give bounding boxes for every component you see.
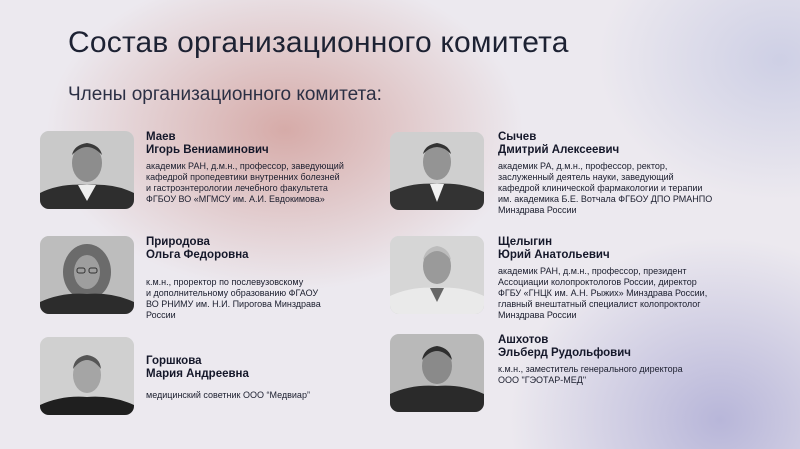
member-photo-gorshkova	[40, 337, 134, 415]
member-desc-line: академик РАН, д.м.н., профессор, президент	[498, 266, 687, 276]
member-desc-line: и дополнительному образованию ФГАОУ	[146, 288, 319, 298]
member-desc-line: и гастроэнтерологии лечебного факультета	[146, 183, 328, 193]
member-photo-prirodova	[40, 236, 134, 314]
member-desc-line: Ассоциации колопроктологов России, директор	[498, 277, 697, 287]
member-desc-line: Минздрава России	[498, 205, 577, 215]
member-given-name: Игорь Вениаминович	[146, 144, 269, 156]
member-surname: Сычев	[498, 131, 537, 143]
member-desc-line: заслуженный деятель науки, заведующий	[498, 172, 674, 182]
member-surname: Маев	[146, 131, 176, 143]
member-desc-line: России	[146, 310, 176, 320]
member-desc-line: главный внештатный специалист колопроктолог	[498, 299, 701, 309]
member-given-name: Ольга Федоровна	[146, 249, 249, 261]
page-subtitle: Члены организационного комитета:	[68, 84, 382, 105]
member-photo-ashkhotov	[390, 334, 484, 412]
member-desc-line: медицинский советник ООО “Медвиар”	[146, 390, 310, 400]
member-desc-line: к.м.н., заместитель генерального директора	[498, 364, 683, 374]
member-given-name: Дмитрий Алексеевич	[498, 144, 620, 156]
member-given-name: Мария Андреевна	[146, 368, 249, 380]
member-desc-line: Минздрава России	[498, 310, 577, 320]
member-surname: Природова	[146, 236, 210, 248]
member-desc-line: ФГБОУ ВО «МГМСУ им. А.И. Евдокимова»	[146, 194, 325, 204]
page-title: Состав организационного комитета	[68, 26, 569, 59]
member-given-name: Эльберд Рудольфович	[498, 347, 631, 359]
member-desc-line: кафедрой пропедевтики внутренних болезней	[146, 172, 340, 182]
member-desc-line: кафедрой клинической фармакологии и терапии	[498, 183, 703, 193]
member-photo-shchelygin	[390, 236, 484, 314]
member-desc-line: академик РА, д.м.н., профессор, ректор,	[498, 161, 668, 171]
member-surname: Щелыгин	[498, 236, 553, 248]
member-desc-line: к.м.н., проректор по послевузовскому	[146, 277, 304, 287]
member-surname: Горшкова	[146, 355, 202, 367]
member-photo-maev	[40, 131, 134, 209]
member-desc-line: ВО РНИМУ им. Н.И. Пирогова Минздрава	[146, 299, 321, 309]
member-desc-line: им. академика Б.Е. Вотчала ФГБОУ ДПО РМАНПО	[498, 194, 713, 204]
member-surname: Ашхотов	[498, 334, 549, 346]
member-desc-line: академик РАН, д.м.н., профессор, заведующий	[146, 161, 344, 171]
member-given-name: Юрий Анатольевич	[498, 249, 610, 261]
member-desc-line: ФГБУ «ГНЦК им. А.Н. Рыжих» Минздрава России,	[498, 288, 708, 298]
member-photo-sychev	[390, 132, 484, 210]
member-desc-line: ООО "ГЭОТАР-МЕД"	[498, 375, 587, 385]
